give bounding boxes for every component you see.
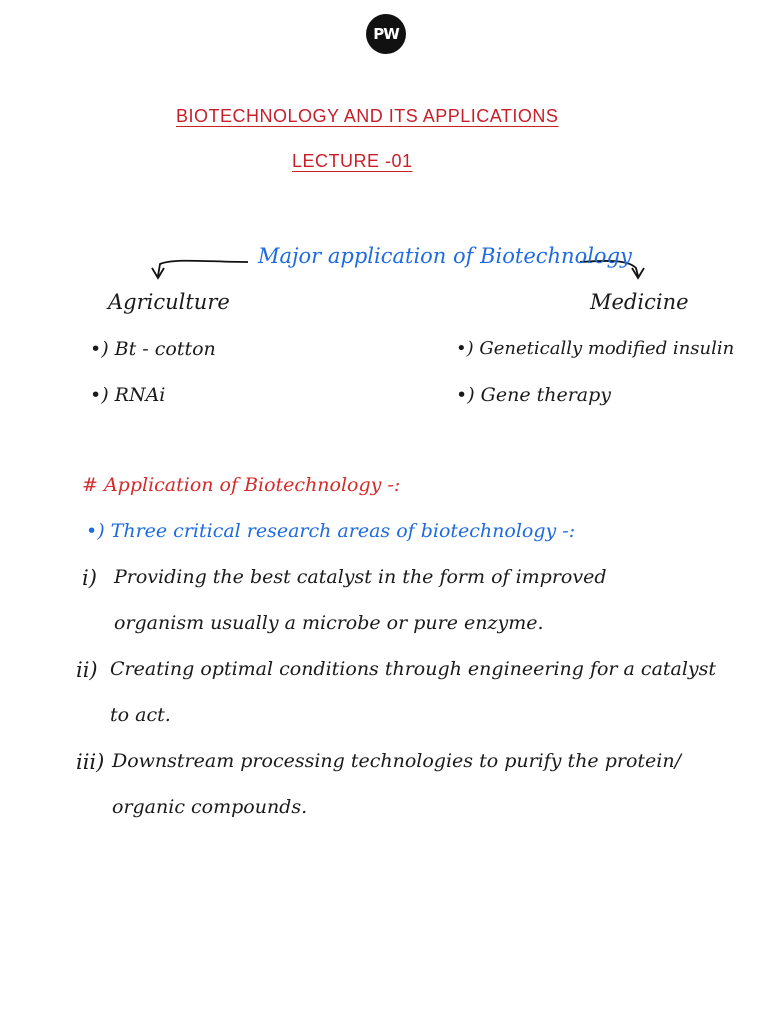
section-subheading: •) Three critical research areas of biotechnology -: (86, 520, 576, 542)
point-line: organic compounds. (112, 796, 308, 818)
point-number: i) (82, 566, 97, 590)
point-line: to act. (110, 704, 171, 726)
medicine-label: Medicine (590, 290, 689, 314)
agriculture-item: •) Bt - cotton (90, 338, 216, 360)
agriculture-label: Agriculture (108, 290, 230, 314)
point-line: Providing the best catalyst in the form of improved (114, 566, 607, 588)
point-line: organism usually a microbe or pure enzyme. (114, 612, 544, 634)
point-line: Creating optimal conditions through engineering for a catalyst (110, 658, 717, 680)
left-arrow (158, 261, 248, 276)
page-title: BIOTECHNOLOGY AND ITS APPLICATIONS (176, 106, 559, 126)
agriculture-item: •) RNAi (90, 384, 166, 406)
pw-logo: PW (366, 14, 406, 54)
section-heading: # Application of Biotechnology -: (82, 474, 401, 496)
lecture-number: LECTURE -01 (292, 151, 413, 171)
overview-heading: Major application of Biotechnology (258, 244, 632, 268)
point-number: iii) (76, 750, 105, 774)
medicine-item: •) Gene therapy (456, 384, 612, 406)
point-number: ii) (76, 658, 98, 682)
medicine-item: •) Genetically modified insulin (456, 338, 735, 359)
point-line: Downstream processing technologies to purify the protein/ (112, 750, 681, 772)
